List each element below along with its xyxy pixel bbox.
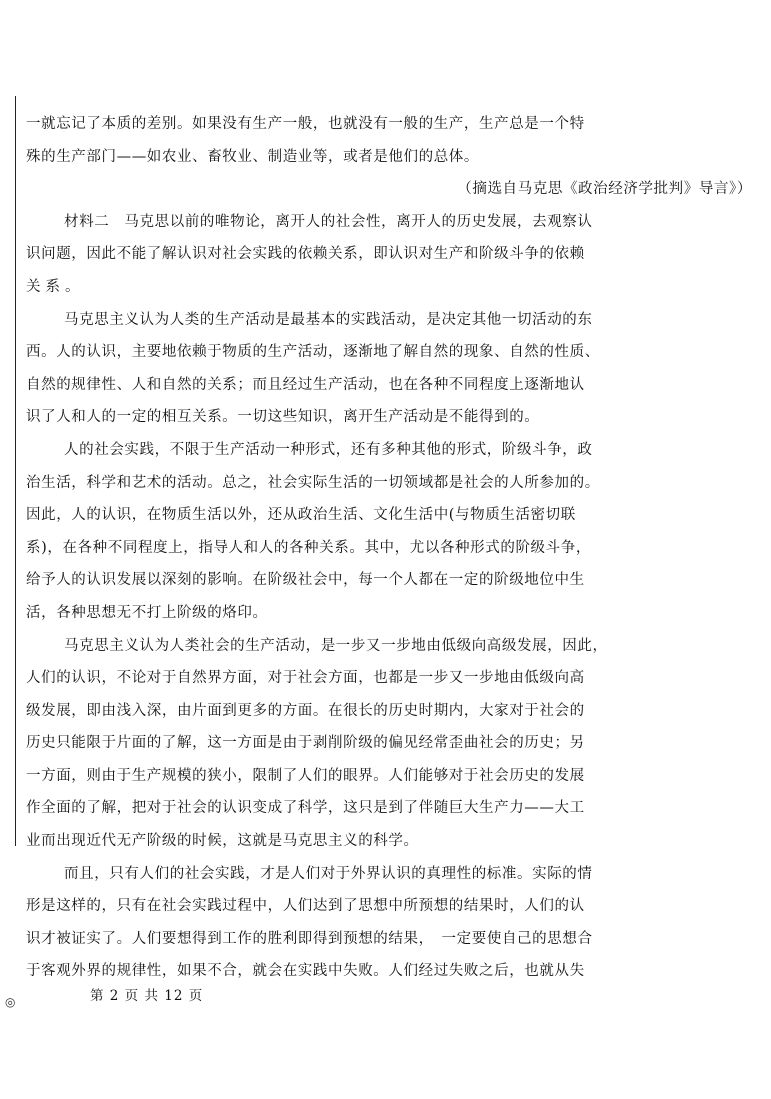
text-line: 因此，人的认识，在物质生活以外，还从政治生活、文化生活中(与物质生活密切联 (26, 507, 576, 524)
paragraph-start-line: 人的社会实践，不限于生产活动一种形式，还有多种其他的形式，阶级斗争，政 (64, 441, 593, 458)
text-line: 一就忘记了本质的差别。如果没有生产一般，也就没有一般的生产，生产总是一个特 (26, 116, 585, 132)
text-line: 殊的生产部门——如农业、畜牧业、制造业等，或者是他们的总体。 (26, 148, 479, 165)
text-line: 人们的认识，不论对于自然界方面，对于社会方面，也都是一步又一步地由低级向高 (26, 670, 585, 687)
text-line: 给予人的认识发展以深刻的影响。在阶级社会中，每一个人都在一定的阶级地位中生 (26, 572, 585, 589)
text-line: 关系。 (26, 278, 85, 295)
text-line: 治生活，科学和艺术的活动。总之，社会实际生活的一切领域都是社会的人所参加的。 (26, 474, 600, 491)
corner-mark-icon: ◎ (5, 995, 16, 1009)
source-citation: （摘选自马克思《政治经济学批判》导言》） (457, 181, 752, 198)
text-line: 历史只能限于片面的了解，这一方面是由于剥削阶级的偏见经常歪曲社会的历史；另 (26, 735, 585, 752)
margin-rule (15, 96, 16, 846)
text-line: 自然的规律性、人和自然的关系；而且经过生产活动，也在各种不同程度上逐渐地认 (26, 376, 585, 393)
text-line: 作全面的了解，把对于社会的认识变成了科学，这只是到了伴随巨大生产力——大工 (26, 800, 585, 817)
paragraph-start-line: 而且，只有人们的社会实践，才是人们对于外界认识的真理性的标准。实际的情 (64, 865, 593, 882)
paragraph-start-line: 马克思主义认为人类社会的生产活动，是一步又一步地由低级向高级发展，因此， (64, 637, 608, 654)
page-number-footer: 第 2 页 共 12 页 (90, 988, 204, 1004)
text-line: 业而出现近代无产阶级的时候，这就是马克思主义的科学。 (26, 833, 419, 850)
text-line: 活，各种思想无不打上阶级的烙印。 (26, 604, 268, 621)
text-line: 西。人的认识，主要地依赖于物质的生产活动，逐渐地了解自然的现象、自然的性质、 (26, 344, 600, 361)
text-line: 于客观外界的规律性，如果不合，就会在实践中失败。人们经过失败之后，也就从失 (26, 963, 585, 980)
material-two-heading-line: 材料二 马克思以前的唯物论，离开人的社会性，离开人的历史发展，去观察认 (64, 213, 593, 230)
document-body (26, 108, 756, 988)
text-line: 识问题，因此不能了解认识对社会实践的依赖关系，即认识对生产和阶级斗争的依赖 (26, 246, 585, 263)
text-line: 一方面，则由于生产规模的狭小，限制了人们的眼界。人们能够对于社会历史的发展 (26, 767, 585, 784)
text-line: 识才被证实了。人们要想得到工作的胜利即得到预想的结果， 一定要使自己的思想合 (26, 930, 593, 947)
paragraph-start-line: 马克思主义认为人类的生产活动是最基本的实践活动，是决定其他一切活动的东 (64, 311, 593, 328)
text-line: 形是这样的，只有在社会实践过程中，人们达到了思想中所预想的结果时，人们的认 (26, 898, 585, 915)
text-line: 系)，在各种不同程度上，指导人和人的各种关系。其中，尤以各种形式的阶级斗争， (26, 539, 591, 556)
text-line: 识了人和人的一定的相互关系。一切这些知识，离开生产活动是不能得到的。 (26, 409, 540, 426)
text-line: 级发展，即由浅入深，由片面到更多的方面。在很长的历史时期内，大家对于社会的 (26, 702, 585, 719)
